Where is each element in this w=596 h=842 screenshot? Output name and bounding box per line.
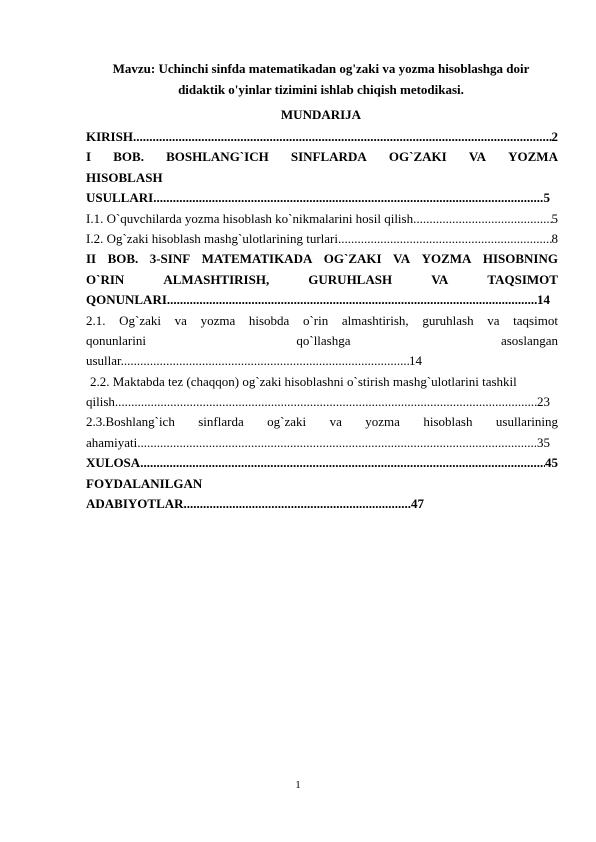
toc-chapter-1-line-2[interactable]: HISOBLASH bbox=[86, 169, 163, 185]
toc-word: hisoblash bbox=[423, 414, 473, 430]
contents-heading: MUNDARIJA bbox=[280, 107, 362, 122]
toc-entry-2-2-line-1[interactable]: 2.2. Maktabda tez (chaqqon) og`zaki hisoblashni o`stirish mashg`ulotlarini tashkil bbox=[90, 373, 517, 389]
toc-entry-adabiyotlar-line-1[interactable]: FOYDALANILGAN bbox=[86, 475, 203, 491]
toc-word: VA bbox=[431, 271, 449, 287]
toc-page-number: 14 bbox=[409, 353, 422, 369]
toc-page-number: 14 bbox=[537, 292, 550, 308]
toc-entry-label: qilish. ..... bbox=[86, 392, 537, 412]
toc-word: Og`zaki bbox=[119, 312, 162, 328]
toc-word: BOB. bbox=[113, 149, 144, 165]
toc-page-number: 2 bbox=[551, 129, 558, 144]
toc-word: I bbox=[86, 149, 92, 165]
table-of-contents bbox=[86, 127, 558, 514]
toc-entry-2-3-line-1[interactable] bbox=[86, 412, 558, 432]
toc-word: qonunlarini bbox=[86, 332, 146, 348]
page-number: 1 bbox=[295, 779, 301, 791]
title-line-2: didaktik o'yinlar tizimini ishlab chiqish metodikasi. bbox=[178, 82, 464, 97]
toc-word: VA bbox=[393, 251, 411, 267]
toc-entry-label: USULLARI ..... bbox=[86, 188, 544, 208]
toc-entry-label: XULOSA ..... bbox=[86, 453, 545, 473]
toc-entry-1-1[interactable] bbox=[86, 209, 558, 229]
toc-entry-2-1-line-1[interactable] bbox=[86, 311, 558, 331]
toc-entry-2-2-line-2[interactable] bbox=[86, 392, 550, 412]
toc-word: SINFLARDA bbox=[290, 149, 367, 165]
toc-word: sinflarda bbox=[198, 414, 244, 430]
toc-word: usullarining bbox=[495, 414, 558, 430]
toc-word: O`RIN bbox=[86, 271, 125, 287]
toc-word: OG`ZAKI bbox=[388, 149, 447, 165]
document-title bbox=[84, 58, 558, 100]
toc-page-number: 8 bbox=[551, 230, 558, 246]
toc-entry-label: KIRISH ..... bbox=[86, 127, 552, 147]
toc-entry-label: QONUNLARI ..... bbox=[86, 290, 537, 310]
toc-word: 2.1. bbox=[86, 312, 106, 328]
toc-word: va bbox=[487, 312, 500, 328]
toc-word: 2.3.Boshlang`ich bbox=[86, 414, 175, 430]
toc-word: ALMASHTIRISH, bbox=[163, 271, 270, 287]
toc-word: asoslangan bbox=[500, 332, 558, 348]
toc-page-number: 35 bbox=[537, 434, 550, 450]
toc-word: II bbox=[86, 251, 97, 267]
toc-word: va bbox=[329, 414, 342, 430]
toc-word: YOZMA bbox=[421, 251, 472, 267]
toc-entry-label: ahamiyati ..... bbox=[86, 433, 537, 453]
toc-word: GURUHLASH bbox=[308, 271, 393, 287]
toc-chapter-2-line-1[interactable] bbox=[86, 249, 558, 269]
toc-entry-2-3-line-2[interactable] bbox=[86, 433, 550, 453]
toc-word: o`rin bbox=[302, 312, 329, 328]
toc-page-number: 45 bbox=[545, 455, 558, 471]
toc-word: YOZMA bbox=[508, 149, 558, 165]
toc-word: TAQSIMOT bbox=[487, 271, 558, 287]
toc-word: 3-SINF bbox=[149, 251, 191, 267]
toc-entry-kirish[interactable] bbox=[86, 127, 558, 147]
toc-chapter-2-line-2[interactable] bbox=[86, 270, 558, 290]
toc-chapter-1-line-3[interactable] bbox=[86, 188, 550, 208]
toc-word: BOSHLANG`ICH bbox=[166, 149, 269, 165]
toc-word: OG`ZAKI bbox=[323, 251, 382, 267]
toc-word: yozma bbox=[200, 312, 236, 328]
toc-word: VA bbox=[468, 149, 486, 165]
toc-entry-label: usullar ..... bbox=[86, 351, 409, 371]
toc-word: qo`llashga bbox=[296, 332, 351, 348]
toc-page-number: 5 bbox=[543, 190, 550, 206]
title-line-1: Mavzu: Uchinchi sinfda matematikadan og'zaki va yozma hisoblashga doir bbox=[112, 61, 530, 76]
toc-word: og`zaki bbox=[267, 414, 307, 430]
toc-entry-adabiyotlar-line-2[interactable] bbox=[86, 494, 424, 514]
toc-word: yozma bbox=[365, 414, 400, 430]
toc-word: almashtirish, bbox=[341, 312, 409, 328]
toc-entry-label: ADABIYOTLAR ..... bbox=[86, 494, 411, 514]
toc-word: guruhlash bbox=[422, 312, 474, 328]
toc-word: HISOBNING bbox=[482, 251, 558, 267]
toc-word: hisobda bbox=[248, 312, 290, 328]
toc-word: taqsimot bbox=[513, 312, 558, 328]
toc-word: va bbox=[174, 312, 187, 328]
toc-entry-1-2[interactable] bbox=[86, 229, 558, 249]
toc-word: BOB. bbox=[107, 251, 139, 267]
toc-page-number: 5 bbox=[551, 210, 558, 226]
toc-page-number: 23 bbox=[537, 394, 550, 410]
toc-chapter-1-line-1[interactable] bbox=[86, 147, 558, 167]
toc-entry-xulosa[interactable] bbox=[86, 453, 558, 473]
toc-page-number: 47 bbox=[411, 496, 424, 512]
toc-word: MATEMATIKADA bbox=[201, 251, 313, 267]
toc-entry-2-1-line-3[interactable] bbox=[86, 351, 422, 371]
toc-chapter-2-line-3[interactable] bbox=[86, 290, 550, 310]
toc-entry-2-1-line-2[interactable] bbox=[86, 331, 558, 351]
toc-entry-label: I.1. O`quvchilarda yozma hisoblash ko`nikmalarini hosil qilish ..... bbox=[86, 209, 552, 229]
toc-entry-label: I.2. Og`zaki hisoblash mashg`ulotlarining turlari ..... bbox=[86, 229, 552, 249]
